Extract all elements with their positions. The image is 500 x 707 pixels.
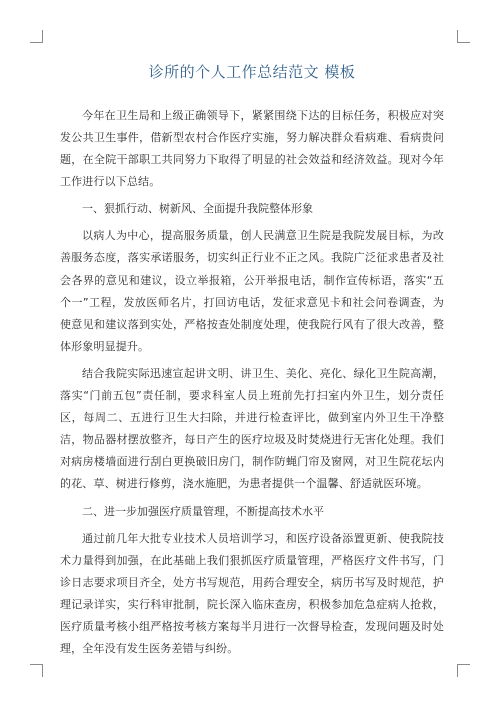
paragraph-intro: 今年在卫生局和上级正确领导下，紧紧围绕下达的目标任务，积极应对突发公共卫生事件，借新型农村合作医疗实施，努力解决群众看病难、看病贵问题，在全院干部职工共同努力下取得了明显的社会效益和经济效益。现对今年工作进行以下总结。	[60, 109, 444, 189]
crop-mark-top-left	[30, 30, 43, 43]
document-title: 诊所的个人工作总结范文 模板	[148, 63, 356, 81]
document-page	[60, 62, 444, 665]
section-heading-2: 二、进一步加强医疗质量管理，不断提高技术水平	[82, 504, 324, 518]
section-heading-1: 一、狠抓行动、树新风、全面提升我院整体形象	[82, 202, 313, 216]
paragraph-environment: 结合我院实际迅速宣起讲文明、讲卫生、美化、亮化、绿化卫生院高潮，落实“门前五包”责任制，要求科室人员上班前先打扫室内外卫生，划分责任区，每周二、五进行卫生大扫除，并进行检查评比，做到室内外卫生干净整洁，物品器材摆放整齐，每日产生的医疗垃圾及时焚烧进行无害化处理。我们对病房楼墙面进行刮白更换破旧房门，制作防蝇门帘及窗网，对卫生院花坛内的花、草、树进行修剪，浇水施肥，为患者提供一个温馨、舒适就医环境。	[60, 366, 444, 491]
crop-mark-bottom-right	[457, 664, 470, 677]
crop-mark-top-right	[457, 30, 470, 43]
crop-mark-bottom-left	[30, 664, 43, 677]
paragraph-quality: 通过前几年大批专业技术人员培训学习，和医疗设备添置更新、使我院技术力量得到加强，在此基础上我们狠抓医疗质量管理，严格医疗文件书写，门诊日志要求项目齐全，处方书写规范，用药合理安全，病历书写及时规范，护理记录详实，实行科审批制，院长深入临床查房，积极参加危急症病人抢救，医疗质量考核小组严格按考核方案每半月进行一次督导检查，发现问题及时处理，全年没有发生医务差错与纠纷。	[60, 531, 444, 655]
paragraph-service: 以病人为中心，提高服务质量，创人民满意卫生院是我院发展目标，为改善服务态度，落实承诺服务，切实纠正行业不正之风。我院广泛征求患者及社会各界的意见和建议，设立举报箱，公开举报电话，制作宣传标语，落实“五个一”工程，发放医师名片，打回访电话，发征求意见卡和社会问卷调查，为使意见和建议落到实处，严格按查处制度处理，使我院行风有了很大改善，整体形象明显提升。	[60, 229, 444, 353]
